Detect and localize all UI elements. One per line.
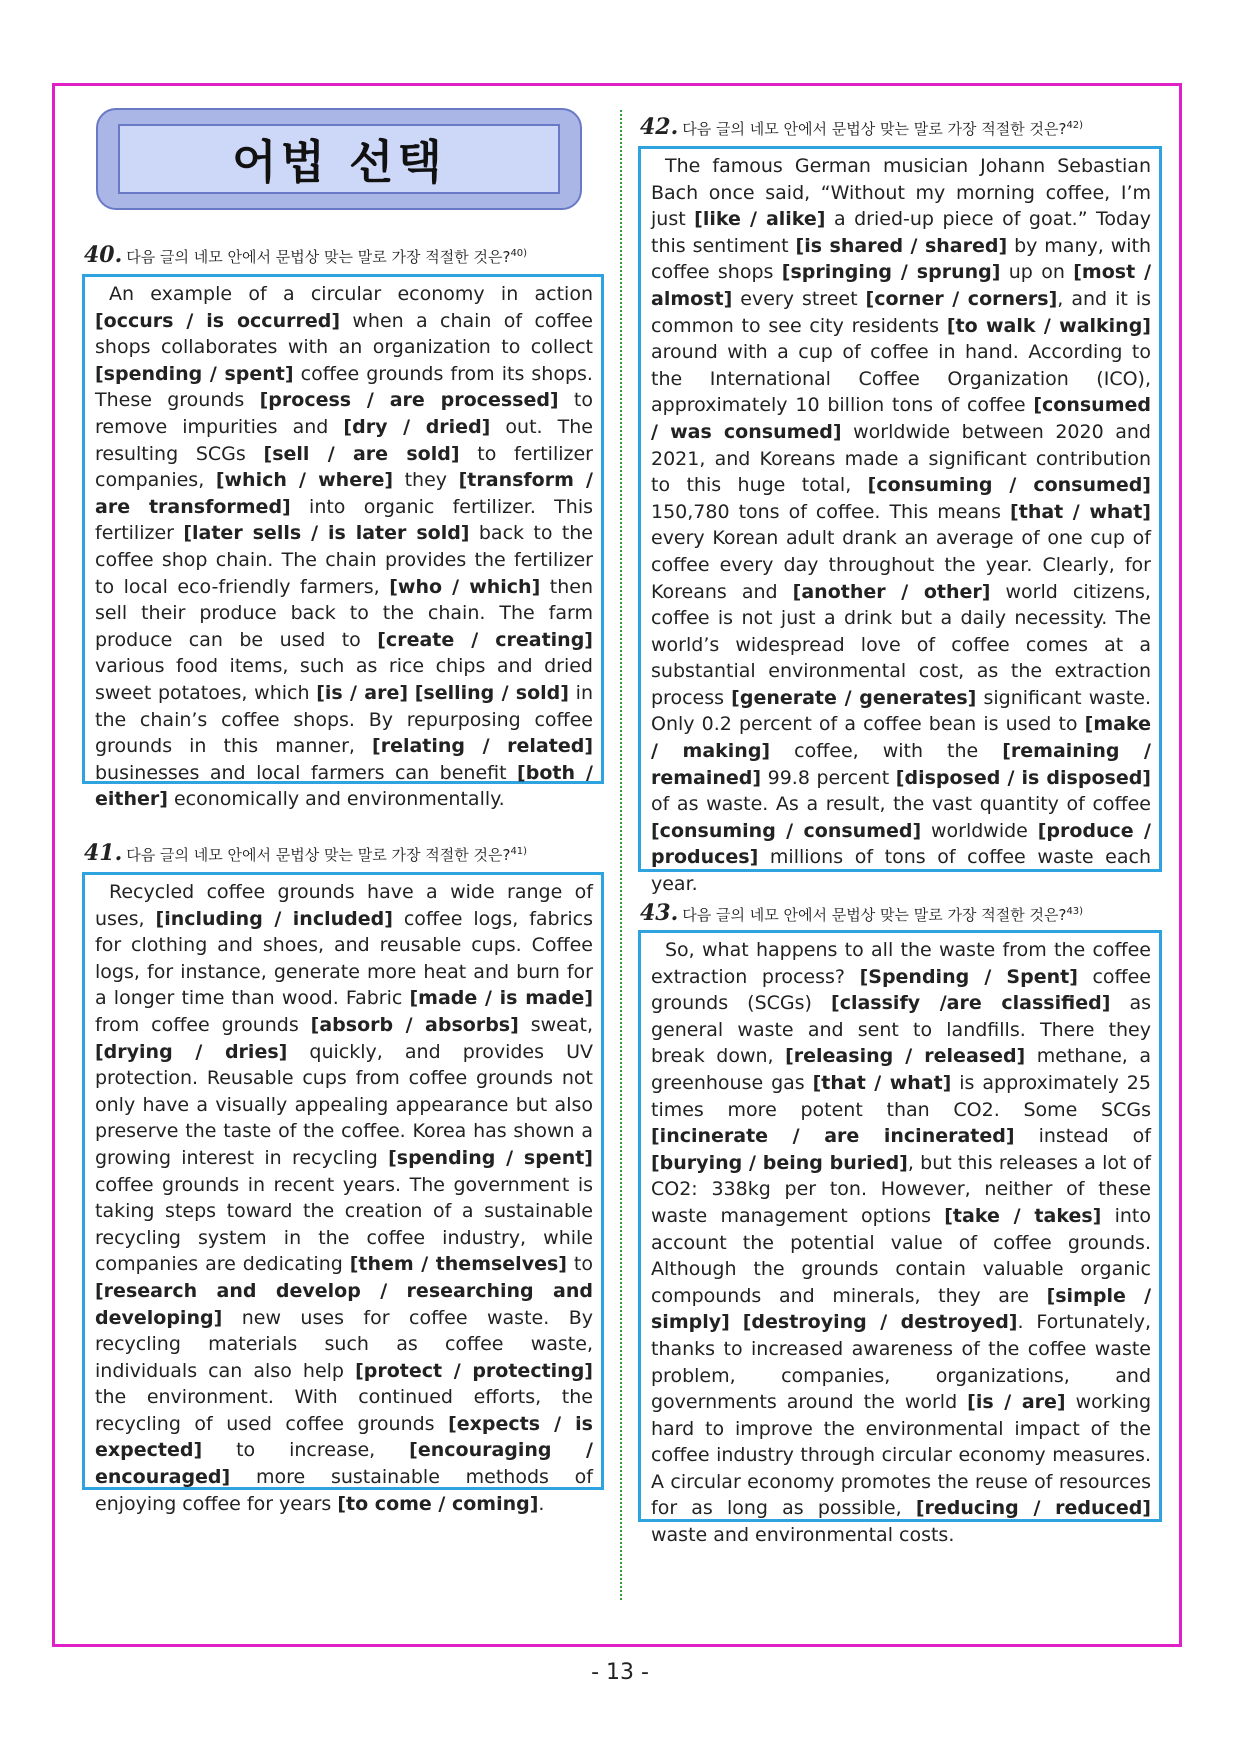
passage-segment: of as waste. As a result, the vast quantity of coffee (651, 793, 1151, 816)
passage-segment: when a chain of coffee shops collaborates with an organization to collect (95, 309, 593, 359)
answer-choice: [to come / coming] (337, 1492, 539, 1515)
passage-segment: every Korean adult drank an average of one cup of coffee every day throughout the year. Clearly, for Koreans and (651, 527, 1151, 603)
question-41-heading (84, 840, 527, 866)
passage-segment: is approximately 25 times more potent than CO2. Some SCGs (651, 1071, 1151, 1121)
passage-segment: by many, with coffee shops (651, 234, 1152, 284)
passage-segment: from coffee grounds (95, 1013, 311, 1036)
question-41-passage (82, 872, 604, 1515)
passage-segment: , but this releases a lot of CO2: 338kg per ton. However, neither of these waste management options (651, 1151, 1152, 1227)
question-number: 42. (640, 114, 679, 140)
answer-choice: [which / where] (215, 469, 394, 492)
footnote-ref: 41) (510, 846, 528, 857)
passage-text (651, 153, 1151, 898)
answer-choice: [later sells / is later sold] (183, 522, 470, 545)
answer-choice: [reducing / reduced] (915, 1497, 1151, 1520)
question-42-passage (638, 146, 1162, 896)
passage-segment: into organic fertilizer. This fertilizer (95, 495, 593, 545)
passage-segment: world citizens, coffee is not just a drink but a daily necessity. The world’s widespread love of coffee comes at a substantial environmental cost, as the extraction process (651, 580, 1151, 709)
passage-segment: So, what happens to all the waste from the coffee extraction process? (651, 939, 1151, 988)
passage-segment: to remove impurities and (95, 389, 593, 438)
answer-choice: [releasing / released] (785, 1045, 1026, 1068)
passage-segment: businesses and local farmers can benefit (95, 761, 518, 784)
answer-choice: [spending / spent] (95, 362, 294, 385)
passage-segment: out. The resulting SCGs (95, 415, 593, 465)
answer-choice: [made / is made] (409, 987, 594, 1010)
passage-segment: sweat, (518, 1013, 594, 1036)
passage-segment: every street (732, 287, 866, 310)
passage-segment: 99.8 percent (761, 766, 896, 789)
answer-choice: [is / are] (316, 681, 409, 704)
answer-choice: [remaining / remained] (651, 740, 1151, 789)
passage-segment: then sell their produce back to the chain. The farm produce can be used to (95, 575, 594, 651)
passage-segment: , and it is common to see city residents (651, 287, 1151, 337)
passage-segment: to increase, (202, 1439, 410, 1462)
question-number: 43. (640, 900, 679, 926)
answer-choice: [classify /are classified] (831, 992, 1111, 1015)
passage-segment: to (566, 1253, 593, 1276)
answer-choice: [to walk / walking] (946, 314, 1151, 337)
question-42-heading (640, 114, 1083, 140)
page-number: - 13 - (591, 1660, 649, 1685)
answer-choice: [process / are processed] (259, 389, 559, 412)
answer-choice: [protect / protecting] (355, 1359, 593, 1382)
answer-choice: [burying / being buried] (651, 1151, 908, 1174)
answer-choice: [consuming / consumed] (867, 474, 1151, 497)
passage-segment: as general waste and sent to landfills. There they break down, (651, 992, 1151, 1068)
answer-choice: [drying / dries] (95, 1040, 288, 1063)
question-prompt: 다음 글의 네모 안에서 문법상 맞는 말로 가장 적절한 것은? (126, 248, 511, 266)
answer-choice: [incinerate / are incinerated] (651, 1125, 1015, 1148)
passage-text (95, 879, 593, 1517)
answer-choice: [produce / produces] (651, 819, 1151, 869)
answer-choice: [that / what] (812, 1071, 952, 1094)
question-number: 40. (84, 242, 123, 268)
passage-segment: various food items, such as rice chips and dried sweet potatoes, which (95, 655, 593, 704)
answer-choice: [selling / sold] (414, 681, 569, 704)
answer-choice: [disposed / is disposed] (895, 766, 1151, 789)
question-43-heading (640, 900, 1083, 926)
answer-choice: [generate / generates] (731, 686, 977, 709)
passage-segment: up on (1000, 261, 1074, 284)
passage-segment: around with a cup of coffee in hand. According to the International Coffee Organization (ICO), approximately 10 billion tons of coffee (651, 341, 1151, 417)
answer-choice: [is / are] (967, 1391, 1066, 1414)
column-divider (620, 110, 622, 1600)
passage-segment: economically and environmentally. (167, 788, 505, 811)
passage-segment: quickly, and provides UV protection. Reusable cups from coffee grounds not only have a visually appealing appearance but also preserve the taste of the coffee. Korea has shown a growing interest in recycling (95, 1040, 593, 1169)
passage-segment: 150,780 tons of coffee. This means (651, 500, 1011, 523)
answer-choice: [take / takes] (944, 1204, 1102, 1227)
question-40-heading (84, 242, 527, 268)
passage-segment: coffee logs, fabrics for clothing and shoes, and reusable cups. Coffee logs, for instance, generate more heat and burn for a longer time than wood. Fabric (95, 907, 594, 1010)
answer-choice: [occurs / is occurred] (95, 309, 341, 332)
footnote-ref: 43) (1066, 906, 1084, 917)
answer-choice: [Spending / Spent] (859, 965, 1078, 988)
question-prompt: 다음 글의 네모 안에서 문법상 맞는 말로 가장 적절한 것은? (126, 846, 511, 864)
question-prompt: 다음 글의 네모 안에서 문법상 맞는 말로 가장 적절한 것은? (682, 906, 1067, 924)
section-title: 어법 선택 (118, 124, 560, 194)
answer-choice: [sell / are sold] (263, 442, 460, 465)
answer-choice: [expects / is expected] (95, 1412, 593, 1462)
passage-segment: they (393, 469, 459, 492)
passage-segment: methane, a greenhouse gas (651, 1045, 1151, 1094)
question-40-passage (82, 274, 604, 811)
answer-choice: [spending / spent] (388, 1146, 593, 1169)
answer-choice: [most / almost] (651, 261, 1152, 310)
passage-segment: millions of tons of coffee waste each year. (651, 846, 1151, 896)
answer-choice: [like / alike] (694, 208, 826, 231)
answer-choice: [dry / dried] (343, 415, 491, 438)
answer-choice: [springing / sprung] (781, 261, 1001, 284)
passage-segment: back to the coffee shop chain. The chain provides the fertilizer to local eco-friendly farmers, (95, 522, 593, 598)
passage-segment: coffee grounds in recent years. The government is taking steps toward the creation of a sustainable recycling system in the coffee industry, while companies are dedicating (95, 1173, 593, 1276)
passage-segment: new uses for coffee waste. By recycling materials such as coffee waste, individuals can also help (95, 1306, 593, 1382)
passage-segment: worldwide (921, 819, 1038, 842)
answer-choice: [absorb / absorbs] (310, 1013, 519, 1036)
passage-segment: . Fortunately, thanks to increased awareness of the coffee waste problem, companies, organizations, and governments around the world (651, 1311, 1151, 1414)
footnote-ref: 40) (510, 248, 528, 259)
answer-choice: [that / what] (1010, 500, 1151, 523)
passage-text (95, 281, 593, 813)
answer-choice: [consumed / was consumed] (651, 394, 1151, 443)
answer-choice: [simple / simply] (651, 1284, 1152, 1334)
passage-segment: coffee, with the (770, 740, 1003, 763)
passage-segment: . (538, 1492, 545, 1515)
passage-segment (408, 682, 415, 704)
question-43-passage (638, 930, 1162, 1547)
answer-choice: [them / themselves] (349, 1253, 567, 1276)
passage-segment (730, 1311, 743, 1333)
answer-choice: [including / included] (155, 907, 393, 930)
passage-segment: a dried-up piece of goat.” Today this sentiment (651, 208, 1151, 257)
question-number: 41. (84, 840, 123, 866)
passage-segment: to fertilizer companies, (95, 442, 593, 492)
answer-choice: [transform / are transformed] (95, 469, 593, 518)
passage-segment: into account the potential value of coffee grounds. Although the grounds contain valuable organic compounds and minerals, they are (651, 1204, 1151, 1307)
answer-choice: [another / other] (792, 580, 991, 603)
answer-choice: [who / which] (389, 575, 541, 598)
answer-choice: [relating / related] (372, 735, 594, 758)
answer-choice: [research and develop / researching and developing] (95, 1279, 593, 1329)
answer-choice: [make / making] (651, 713, 1151, 763)
answer-choice: [destroying / destroyed] (742, 1311, 1018, 1334)
passage-text (651, 937, 1151, 1549)
passage-segment: more sustainable methods of enjoying coffee for years (95, 1466, 593, 1515)
footnote-ref: 42) (1066, 120, 1084, 131)
passage-segment: coffee grounds from its shops. These grounds (95, 362, 593, 412)
passage-segment: instead of (1014, 1125, 1151, 1148)
passage-segment: waste and environmental costs. (651, 1524, 955, 1547)
passage-segment: working hard to improve the environmental impact of the coffee industry through circular economy measures. A circular economy promotes the reuse of resources for as long as possible, (651, 1391, 1152, 1520)
passage-segment: significant waste. Only 0.2 percent of a coffee bean is used to (651, 686, 1151, 736)
passage-segment: worldwide between 2020 and 2021, and Koreans made a significant contribution to this huge total, (651, 420, 1151, 497)
passage-segment: An example of a circular economy in action (109, 283, 593, 305)
passage-segment: Recycled coffee grounds have a wide range of uses, (95, 881, 593, 930)
answer-choice: [create / creating] (377, 628, 593, 651)
passage-segment: coffee grounds (SCGs) (651, 965, 1151, 1015)
answer-choice: [corner / corners] (865, 287, 1058, 310)
answer-choice: [consuming / consumed] (651, 819, 922, 842)
question-prompt: 다음 글의 네모 안에서 문법상 맞는 말로 가장 적절한 것은? (682, 120, 1067, 138)
answer-choice: [is shared / shared] (795, 234, 1008, 257)
section-title-badge (96, 108, 582, 210)
passage-segment: the environment. With continued efforts, the recycling of used coffee grounds (95, 1386, 593, 1435)
answer-choice: [encouraging / encouraged] (95, 1439, 593, 1489)
passage-segment: The famous German musician Johann Sebastian Bach once said, “Without my morning coffee, I’m just (651, 155, 1151, 231)
passage-segment: in the chain’s coffee shops. By repurposing coffee grounds in this manner, (95, 681, 593, 758)
answer-choice: [both / either] (95, 761, 593, 811)
